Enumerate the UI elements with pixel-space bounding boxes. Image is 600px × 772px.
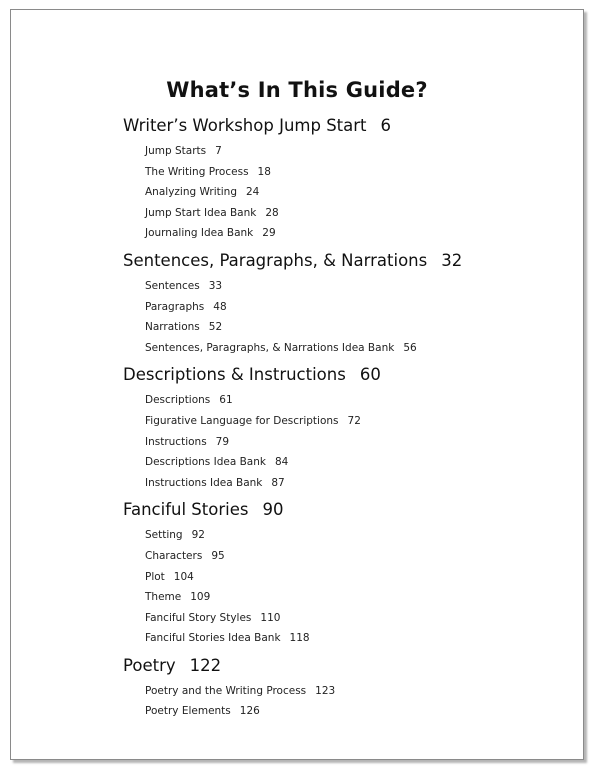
section-page-number: 60 — [359, 365, 381, 385]
item-title: Jump Starts — [145, 145, 207, 157]
toc-section-poetry — [123, 653, 563, 722]
item-title: Instructions — [145, 435, 207, 448]
item-title: Instructions Idea Bank — [145, 476, 263, 489]
section-heading — [123, 653, 563, 679]
toc-item — [145, 203, 563, 224]
item-page-number: 87 — [271, 476, 285, 489]
item-title: Poetry and the Writing Process — [145, 684, 307, 697]
item-title: Poetry Elements — [145, 705, 231, 718]
section-title: Sentences, Paragraphs, & Narrations — [123, 250, 428, 270]
item-page-number: 123 — [315, 684, 336, 697]
toc-item — [145, 276, 563, 297]
item-title: Descriptions — [145, 394, 211, 407]
section-page-number: 6 — [380, 116, 392, 135]
toc-item — [145, 432, 563, 453]
item-page-number: 7 — [215, 145, 222, 157]
item-title: The Writing Process — [145, 165, 249, 178]
toc-item — [145, 182, 563, 203]
toc-item — [145, 587, 563, 608]
item-page-number: 92 — [191, 529, 205, 542]
toc-item — [145, 681, 563, 702]
toc-section-writers-workshop — [123, 113, 563, 244]
item-page-number: 118 — [289, 632, 310, 645]
toc-item — [145, 473, 563, 494]
item-title: Characters — [145, 549, 203, 562]
item-title: Jump Start Idea Bank — [145, 206, 257, 219]
section-items — [123, 390, 563, 493]
item-title: Sentences, Paragraphs, & Narrations Idea Bank — [145, 341, 395, 354]
item-page-number: 29 — [262, 227, 276, 240]
section-items — [123, 681, 563, 722]
toc-item — [145, 411, 563, 432]
item-title: Plot — [145, 570, 165, 583]
item-page-number: 72 — [347, 414, 361, 427]
item-title: Fanciful Stories Idea Bank — [145, 632, 281, 645]
toc-section-sentences-paragraphs-narrations — [123, 248, 563, 358]
toc-item — [145, 628, 563, 649]
section-heading — [123, 362, 563, 388]
table-of-contents — [123, 113, 563, 722]
section-heading — [123, 113, 563, 139]
toc-item — [145, 223, 563, 244]
item-page-number: 110 — [260, 611, 281, 624]
item-page-number: 28 — [265, 206, 279, 219]
section-heading — [123, 497, 563, 523]
item-title: Paragraphs — [145, 300, 205, 313]
item-title: Analyzing Writing — [145, 186, 237, 199]
item-page-number: 52 — [208, 321, 223, 334]
toc-item — [145, 390, 563, 411]
item-title: Fanciful Story Styles — [145, 611, 252, 624]
item-title: Figurative Language for Descriptions — [145, 414, 339, 427]
item-title: Sentences — [145, 279, 200, 292]
toc-item — [145, 525, 563, 546]
item-page-number: 18 — [257, 165, 271, 178]
section-page-number: 90 — [262, 500, 284, 520]
section-title: Poetry — [123, 655, 176, 675]
item-page-number: 84 — [274, 456, 289, 469]
section-items — [123, 525, 563, 649]
section-title: Descriptions & Instructions — [123, 365, 346, 385]
item-page-number: 104 — [173, 570, 194, 583]
toc-item — [145, 297, 563, 318]
section-items — [123, 276, 563, 358]
item-page-number: 33 — [208, 279, 223, 292]
toc-item — [145, 141, 563, 162]
toc-item — [145, 608, 563, 629]
item-title: Journaling Idea Bank — [145, 227, 254, 240]
toc-item — [145, 338, 563, 359]
item-title: Setting — [145, 529, 183, 542]
item-title: Theme — [145, 591, 182, 604]
item-title: Descriptions Idea Bank — [145, 456, 266, 469]
toc-section-descriptions-instructions — [123, 362, 563, 493]
section-items — [123, 141, 563, 244]
toc-item — [145, 546, 563, 567]
section-title: Writer’s Workshop Jump Start — [123, 116, 367, 135]
item-page-number: 61 — [219, 394, 233, 407]
toc-item — [145, 162, 563, 183]
document-page — [10, 9, 584, 760]
item-page-number: 48 — [213, 300, 227, 313]
section-page-number: 32 — [441, 250, 463, 270]
toc-item — [145, 317, 563, 338]
toc-item — [145, 567, 563, 588]
item-page-number: 79 — [215, 435, 230, 448]
item-page-number: 56 — [403, 341, 417, 354]
item-page-number: 109 — [190, 591, 211, 604]
toc-item — [145, 701, 563, 722]
item-page-number: 95 — [211, 549, 225, 562]
item-title: Narrations — [145, 321, 200, 334]
section-page-number: 122 — [189, 655, 222, 675]
item-page-number: 126 — [239, 705, 260, 718]
item-page-number: 24 — [246, 186, 260, 199]
toc-item — [145, 452, 563, 473]
page-title: What’s In This Guide? — [166, 78, 428, 102]
toc-section-fanciful-stories — [123, 497, 563, 649]
section-title: Fanciful Stories — [123, 500, 249, 520]
section-heading — [123, 248, 563, 274]
